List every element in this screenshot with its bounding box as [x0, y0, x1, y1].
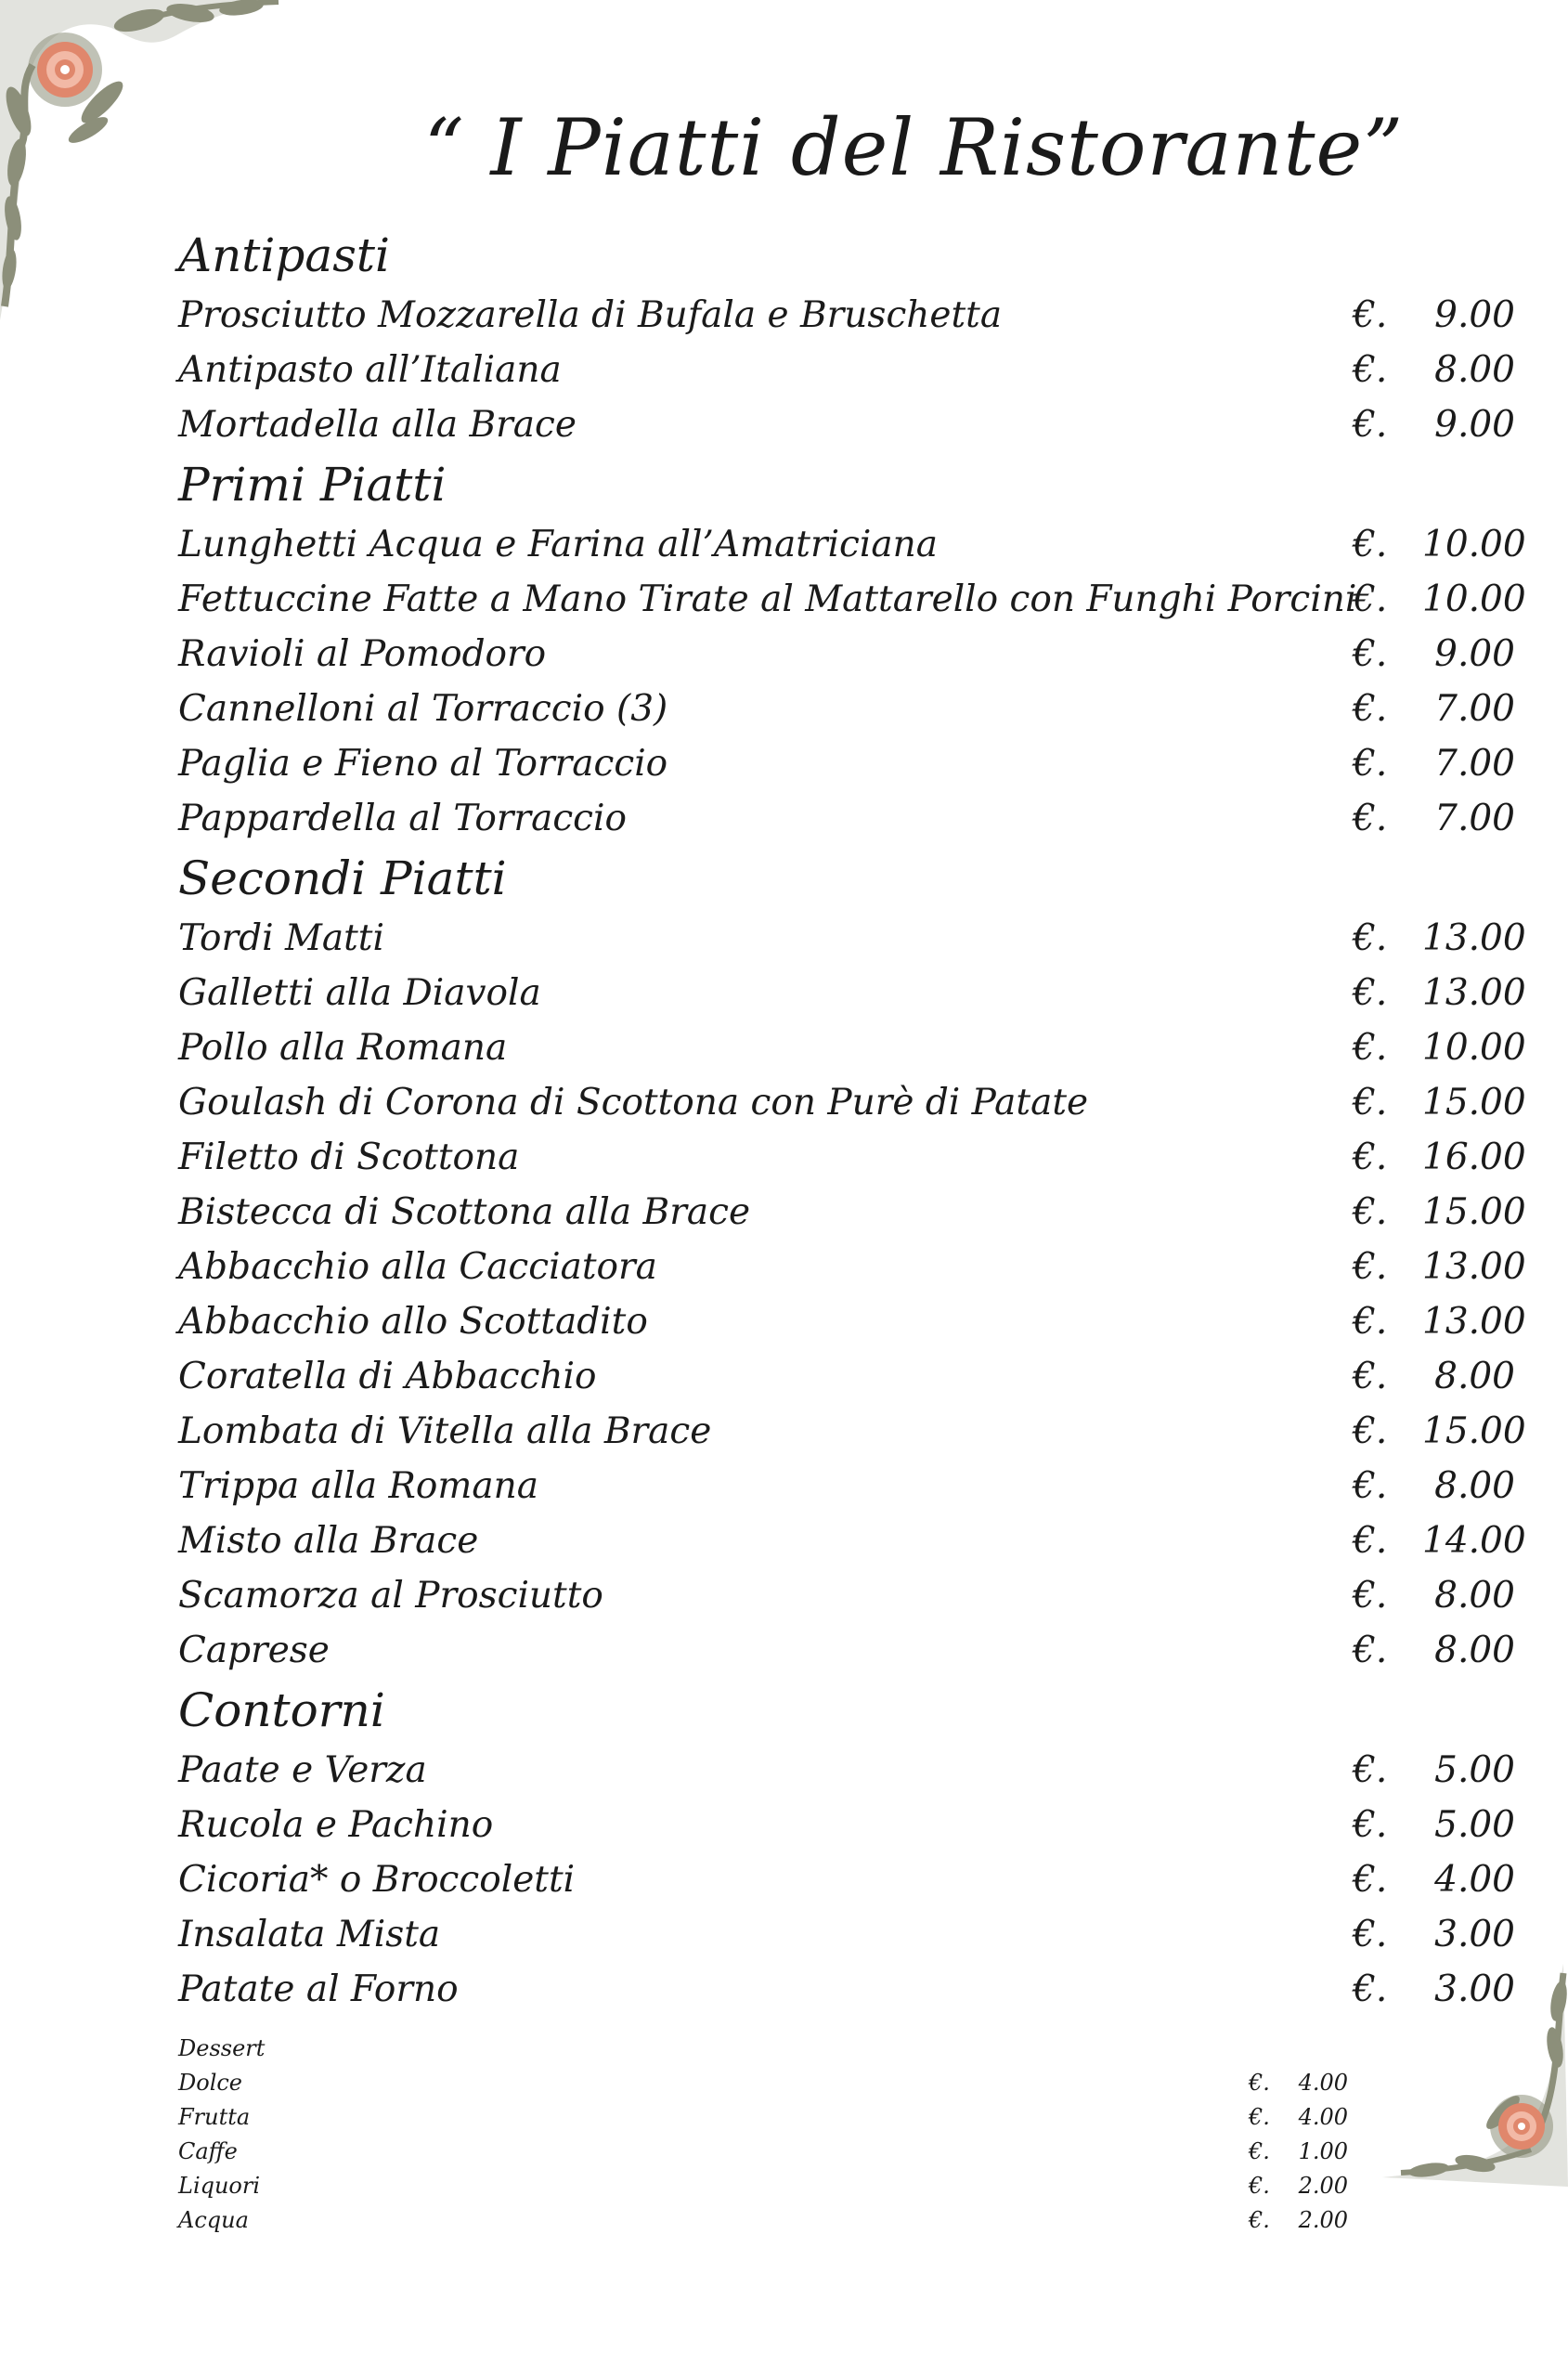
- item-currency: €.: [1353, 404, 1388, 446]
- item-currency: €.: [1353, 1630, 1388, 1671]
- menu-item: [178, 517, 1524, 572]
- item-price: 4.00: [1434, 1859, 1515, 1901]
- item-currency: €.: [1353, 1520, 1388, 1562]
- dessert-item: [178, 2135, 1348, 2169]
- menu-item: [178, 1623, 1524, 1678]
- item-price: 9.00: [1434, 404, 1515, 446]
- menu-item: [178, 1852, 1524, 1907]
- item-currency: €.: [1353, 294, 1388, 336]
- item-currency: €.: [1353, 1356, 1388, 1397]
- menu-item: [178, 736, 1524, 791]
- dessert-item: [178, 2203, 1348, 2238]
- item-name: Fettuccine Fatte a Mano Tirate al Mattarello con Funghi Porcini: [178, 578, 1357, 620]
- item-currency: €.: [1249, 2104, 1270, 2130]
- page-title: “ I Piatti del Ristorante”: [423, 102, 1405, 193]
- item-currency: €.: [1353, 1410, 1388, 1452]
- item-name: Bistecca di Scottona alla Brace: [178, 1191, 751, 1233]
- item-price: 9.00: [1434, 633, 1515, 675]
- item-price: 16.00: [1422, 1137, 1526, 1178]
- menu-section: [178, 1678, 1524, 2017]
- item-currency: €.: [1353, 1082, 1388, 1124]
- item-name: Dolce: [178, 2070, 243, 2096]
- menu-item: [178, 682, 1524, 736]
- item-name: Rucola e Pachino: [178, 1804, 494, 1846]
- item-price: 13.00: [1422, 917, 1526, 959]
- item-price: 4.00: [1298, 2104, 1348, 2130]
- item-currency: €.: [1353, 1246, 1388, 1288]
- item-currency: €.: [1353, 1191, 1388, 1233]
- item-price: 8.00: [1434, 349, 1515, 391]
- menu-item: [178, 1513, 1524, 1568]
- item-name: Prosciutto Mozzarella di Bufala e Bruschetta: [178, 294, 1003, 336]
- item-price: 3.00: [1434, 1914, 1515, 1955]
- menu-item: [178, 911, 1524, 966]
- menu-item: [178, 1404, 1524, 1459]
- item-currency: €.: [1353, 1137, 1388, 1178]
- item-name: Tordi Matti: [178, 917, 384, 959]
- item-price: 5.00: [1434, 1804, 1515, 1846]
- item-name: Paglia e Fieno al Torraccio: [178, 743, 668, 785]
- item-currency: €.: [1353, 524, 1388, 565]
- item-currency: €.: [1353, 798, 1388, 839]
- menu-item: [178, 397, 1524, 452]
- item-price: 15.00: [1422, 1191, 1526, 1233]
- item-currency: €.: [1353, 1859, 1388, 1901]
- section-title: Contorni: [178, 1683, 385, 1737]
- item-name: Galletti alla Diavola: [178, 972, 541, 1014]
- item-name: Filetto di Scottona: [178, 1137, 520, 1178]
- item-price: 7.00: [1434, 743, 1515, 785]
- item-name: Insalata Mista: [178, 1914, 441, 1955]
- menu-item: [178, 1294, 1524, 1349]
- item-price: 13.00: [1422, 1246, 1526, 1288]
- item-currency: €.: [1249, 2207, 1270, 2233]
- item-name: Liquori: [178, 2173, 261, 2199]
- item-name: Caffe: [178, 2138, 238, 2164]
- menu-section: [178, 223, 1524, 452]
- item-currency: €.: [1353, 1301, 1388, 1343]
- item-currency: €.: [1249, 2070, 1270, 2096]
- dessert-item: [178, 2100, 1348, 2135]
- item-name: Abbacchio alla Cacciatora: [178, 1246, 657, 1288]
- item-name: Patate al Forno: [178, 1968, 459, 2010]
- item-currency: €.: [1249, 2138, 1270, 2164]
- item-currency: €.: [1353, 743, 1388, 785]
- section-title: Antipasti: [178, 228, 390, 282]
- item-name: Frutta: [178, 2104, 251, 2130]
- menu-item: [178, 1798, 1524, 1852]
- menu-item: [178, 1075, 1524, 1130]
- item-price: 10.00: [1422, 578, 1526, 620]
- item-name: Trippa alla Romana: [178, 1465, 539, 1507]
- item-name: Pollo alla Romana: [178, 1027, 508, 1069]
- item-price: 8.00: [1434, 1465, 1515, 1507]
- item-price: 13.00: [1422, 972, 1526, 1014]
- item-name: Coratella di Abbacchio: [178, 1356, 597, 1397]
- item-name: Misto alla Brace: [178, 1520, 479, 1562]
- item-price: 13.00: [1422, 1301, 1526, 1343]
- item-currency: €.: [1353, 688, 1388, 730]
- item-currency: €.: [1353, 917, 1388, 959]
- menu-item: [178, 1185, 1524, 1240]
- section-title: Dessert: [178, 2035, 266, 2061]
- menu-list: [178, 223, 1524, 2017]
- item-price: 8.00: [1434, 1575, 1515, 1617]
- dessert-item: [178, 2066, 1348, 2100]
- menu-section: [178, 846, 1524, 1678]
- menu-item: [178, 1240, 1524, 1294]
- menu-item: [178, 288, 1524, 343]
- dessert-section: [178, 2032, 1348, 2238]
- item-price: 7.00: [1434, 798, 1515, 839]
- item-price: 4.00: [1298, 2070, 1348, 2096]
- item-currency: €.: [1353, 972, 1388, 1014]
- menu-item: [178, 1020, 1524, 1075]
- item-name: Antipasto all’Italiana: [178, 349, 562, 391]
- item-price: 15.00: [1422, 1082, 1526, 1124]
- menu-item: [178, 343, 1524, 397]
- menu-section: [178, 452, 1524, 846]
- menu-item: [178, 1349, 1524, 1404]
- item-currency: €.: [1249, 2173, 1270, 2199]
- item-price: 1.00: [1298, 2138, 1348, 2164]
- item-price: 2.00: [1298, 2173, 1348, 2199]
- item-name: Scamorza al Prosciutto: [178, 1575, 603, 1617]
- item-name: Goulash di Corona di Scottona con Purè di Patate: [178, 1082, 1089, 1124]
- item-name: Mortadella alla Brace: [178, 404, 577, 446]
- item-name: Abbacchio allo Scottadito: [178, 1301, 648, 1343]
- item-currency: €.: [1353, 1804, 1388, 1846]
- menu-item: [178, 1568, 1524, 1623]
- item-price: 5.00: [1434, 1749, 1515, 1791]
- item-name: Lombata di Vitella alla Brace: [178, 1410, 712, 1452]
- item-name: Ravioli al Pomodoro: [178, 633, 547, 675]
- dessert-item: [178, 2169, 1348, 2203]
- item-currency: €.: [1353, 633, 1388, 675]
- menu-item: [178, 1459, 1524, 1513]
- item-currency: €.: [1353, 578, 1388, 620]
- menu-item: [178, 966, 1524, 1020]
- item-price: 8.00: [1434, 1356, 1515, 1397]
- menu-item: [178, 1130, 1524, 1185]
- item-currency: €.: [1353, 349, 1388, 391]
- item-price: 7.00: [1434, 688, 1515, 730]
- menu-item: [178, 1962, 1524, 2017]
- item-name: Lunghetti Acqua e Farina all’Amatriciana: [178, 524, 938, 565]
- item-currency: €.: [1353, 1027, 1388, 1069]
- item-currency: €.: [1353, 1749, 1388, 1791]
- item-price: 14.00: [1422, 1520, 1526, 1562]
- menu-item: [178, 791, 1524, 846]
- item-name: Pappardella al Torraccio: [178, 798, 627, 839]
- item-name: Cannelloni al Torraccio (3): [178, 688, 668, 730]
- menu-item: [178, 1907, 1524, 1962]
- item-price: 2.00: [1298, 2207, 1348, 2233]
- item-name: Cicoria* o Broccoletti: [178, 1859, 576, 1901]
- menu-item: [178, 572, 1524, 627]
- item-price: 8.00: [1434, 1630, 1515, 1671]
- item-price: 10.00: [1422, 1027, 1526, 1069]
- item-currency: €.: [1353, 1914, 1388, 1955]
- item-price: 3.00: [1434, 1968, 1515, 2010]
- item-currency: €.: [1353, 1575, 1388, 1617]
- item-name: Paate e Verza: [178, 1749, 427, 1791]
- item-name: Caprese: [178, 1630, 330, 1671]
- section-title: Secondi Piatti: [178, 851, 507, 905]
- item-price: 9.00: [1434, 294, 1515, 336]
- item-name: Acqua: [178, 2207, 249, 2233]
- item-currency: €.: [1353, 1968, 1388, 2010]
- item-price: 15.00: [1422, 1410, 1526, 1452]
- item-price: 10.00: [1422, 524, 1526, 565]
- section-title: Primi Piatti: [178, 458, 447, 512]
- menu-item: [178, 1743, 1524, 1798]
- item-currency: €.: [1353, 1465, 1388, 1507]
- menu-item: [178, 627, 1524, 682]
